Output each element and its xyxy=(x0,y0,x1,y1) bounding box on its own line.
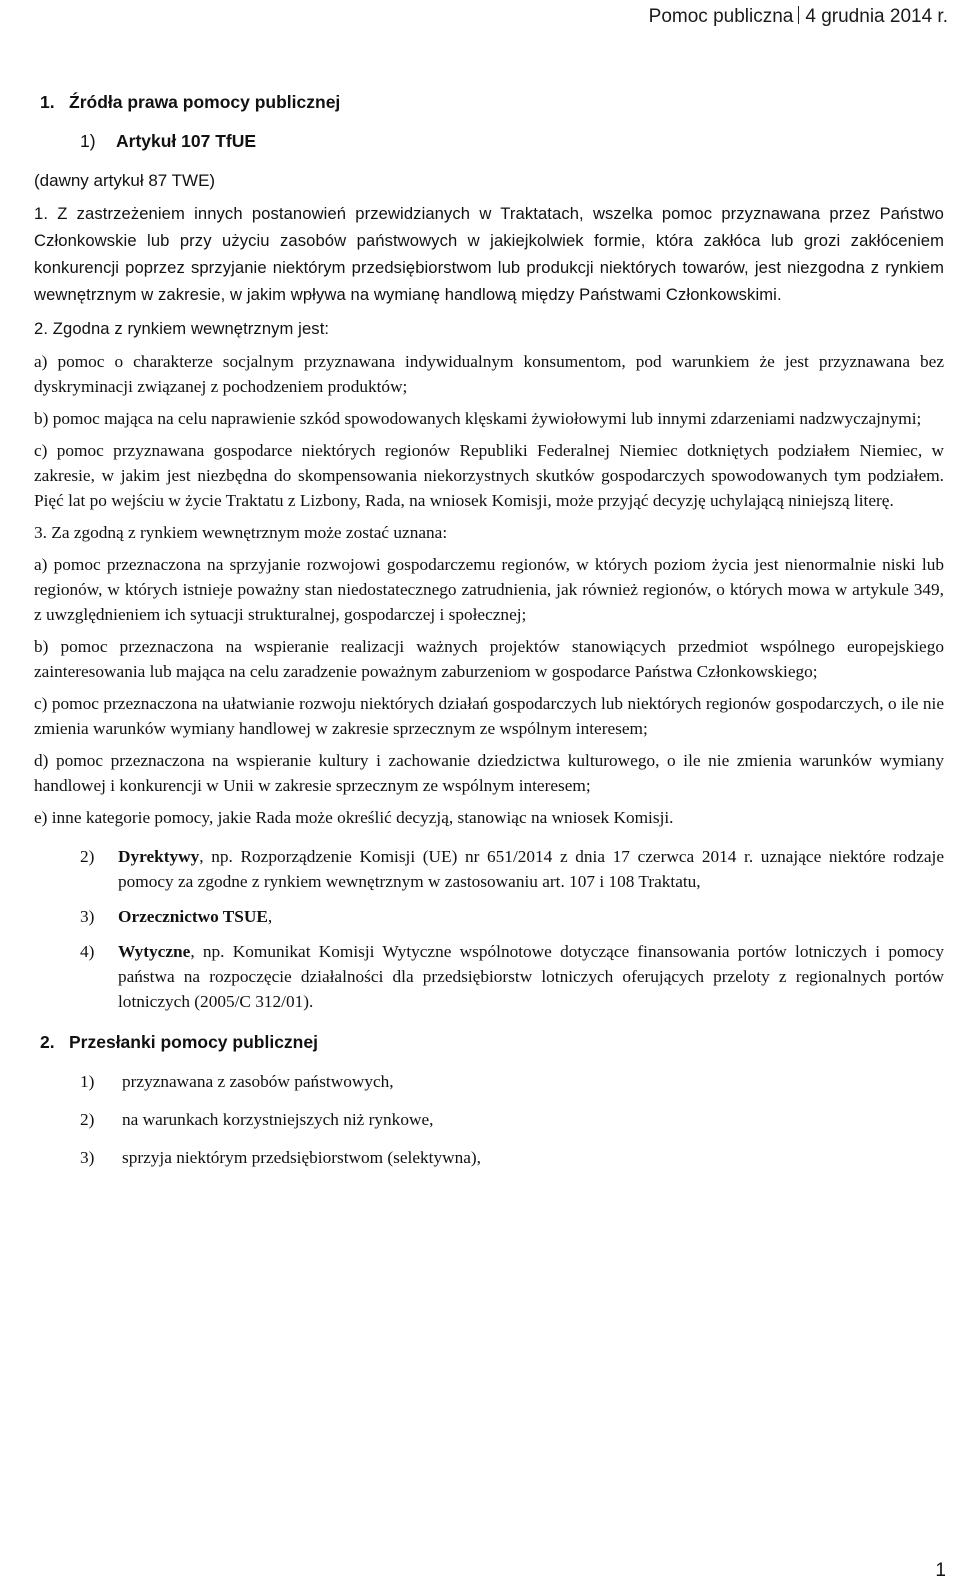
section-1-number: 1. xyxy=(40,92,55,112)
header-title: Pomoc publiczna xyxy=(648,6,794,27)
paragraph-3c: c) pomoc przeznaczona na ułatwianie rozwoju niektórych działań gospodarczych lub niektórych regionów gospodarczych, o ile nie zmienia warunków wymiany handlowej w zakresie sprzecznym ze wspólnym interesem; xyxy=(34,694,944,738)
list-item-text: sprzyja niektórym przedsiębiorstwom (selektywna), xyxy=(122,1148,481,1167)
article-former: (dawny artykuł 87 TWE) xyxy=(34,171,216,190)
paragraph-3-intro: 3. Za zgodną z rynkiem wewnętrznym może zostać uznana: xyxy=(34,523,448,542)
list-item-text: przyznawana z zasobów państwowych, xyxy=(122,1072,394,1091)
list-item-text: na warunkach korzystniejszych niż rynkowe, xyxy=(122,1110,434,1129)
section-1-title: Źródła prawa pomocy publicznej xyxy=(69,92,341,112)
article-heading xyxy=(80,129,944,154)
article-title: Artykuł 107 TfUE xyxy=(116,131,257,151)
list-item-number: 2) xyxy=(80,1110,95,1129)
paragraph-3d: d) pomoc przeznaczona na wspieranie kultury i zachowanie dziedzictwa kulturowego, o ile nie zmienia warunków wymiany handlowej i konkurencji w Unii w zakresie sprzecznym ze wspólnym interesem; xyxy=(34,751,944,795)
list-item-term: Orzecznictwo TSUE xyxy=(118,907,268,926)
list-item xyxy=(80,939,944,1014)
list-item-number: 4) xyxy=(80,942,95,961)
paragraph-2-intro: 2. Zgodna z rynkiem wewnętrznym jest: xyxy=(34,319,330,338)
section-2-heading xyxy=(40,1030,944,1055)
document-body xyxy=(34,90,944,1183)
list-item-text: , np. Komunikat Komisji Wytyczne wspólnotowe dotyczące finansowania portów lotniczych i pomocy państwa na rozpoczęcie działalności dla przedsiębiorstw lotniczych oferujących przeloty z regionalnych portów lotniczych (2005/C 312/01). xyxy=(118,942,944,1011)
page-header xyxy=(649,6,948,28)
list-item xyxy=(80,1069,944,1094)
paragraph-1: 1. Z zastrzeżeniem innych postanowień przewidzianych w Traktatach, wszelka pomoc przyznawana przez Państwo Członkowskie lub przy użyciu zasobów państwowych w jakiejkolwiek formie, która zakłóca lub grozi zakłóceniem konkurencji poprzez sprzyjanie niektórym przedsiębiorstwom lub produkcji niektórych towarów, jest niezgodna z rynkiem wewnętrznym w zakresie, w jakim wpływa na wymianę handlową między Państwami Członkowskimi. xyxy=(34,204,944,304)
list-item-text: , np. Rozporządzenie Komisji (UE) nr 651/2014 z dnia 17 czerwca 2014 r. uznające niektóre rodzaje pomocy za zgodne z rynkiem wewnętrznym w zastosowaniu art. 107 i 108 Traktatu, xyxy=(118,847,944,891)
section-2-number: 2. xyxy=(40,1032,55,1052)
list-item xyxy=(80,1107,944,1132)
list-item-term: Dyrektywy xyxy=(118,847,200,866)
header-separator xyxy=(798,6,799,24)
section-2-title: Przesłanki pomocy publicznej xyxy=(69,1032,318,1052)
list-item xyxy=(80,1145,944,1170)
header-date: 4 grudnia 2014 r. xyxy=(805,6,948,27)
page-number: 1 xyxy=(935,1560,946,1581)
premises-list xyxy=(80,1069,944,1170)
section-1-heading xyxy=(40,90,944,115)
list-item-term: Wytyczne xyxy=(118,942,191,961)
paragraph-2a: a) pomoc o charakterze socjalnym przyznawana indywidualnym konsumentom, pod warunkiem że jest przyznawana bez dyskryminacji związanej z pochodzeniem produktów; xyxy=(34,352,944,396)
list-item-number: 3) xyxy=(80,907,95,926)
paragraph-3b: b) pomoc przeznaczona na wspieranie realizacji ważnych projektów stanowiących przedmiot wspólnego europejskiego zainteresowania lub mająca na celu zaradzenie poważnym zaburzeniom w gospodarce Państwa Członkowskiego; xyxy=(34,637,944,681)
list-item-text: , xyxy=(267,907,273,926)
paragraph-3a: a) pomoc przeznaczona na sprzyjanie rozwojowi gospodarczemu regionów, w których poziom życia jest nienormalnie niski lub regionów, w których istnieje poważny stan niedostatecznego zatrudnienia, jak również regionów, o których mowa w artykule 349, z uwzględnieniem ich sytuacji strukturalnej, gospodarczej i społecznej; xyxy=(34,555,944,624)
list-item-number: 1) xyxy=(80,1072,95,1091)
article-number: 1) xyxy=(80,131,96,151)
paragraph-2b: b) pomoc mająca na celu naprawienie szkód spowodowanych klęskami żywiołowymi lub innymi zdarzeniami nadzwyczajnymi; xyxy=(34,409,922,428)
list-item xyxy=(80,904,944,929)
paragraph-3e: e) inne kategorie pomocy, jakie Rada może określić decyzją, stanowiąc na wniosek Komisji. xyxy=(34,808,674,827)
paragraph-2c: c) pomoc przyznawana gospodarce niektórych regionów Republiki Federalnej Niemiec dotkniętych podziałem Niemiec, w zakresie, w jakim jest niezbędna do skompensowania niekorzystnych skutków gospodarczych spowodowanych tym podziałem. Pięć lat po wejściu w życie Traktatu z Lizbony, Rada, na wniosek Komisji, może przyjąć decyzję uchylającą niniejszą literę. xyxy=(34,441,944,510)
list-item-number: 2) xyxy=(80,847,95,866)
list-item xyxy=(80,844,944,894)
list-item-number: 3) xyxy=(80,1148,95,1167)
sources-list xyxy=(80,844,944,1014)
